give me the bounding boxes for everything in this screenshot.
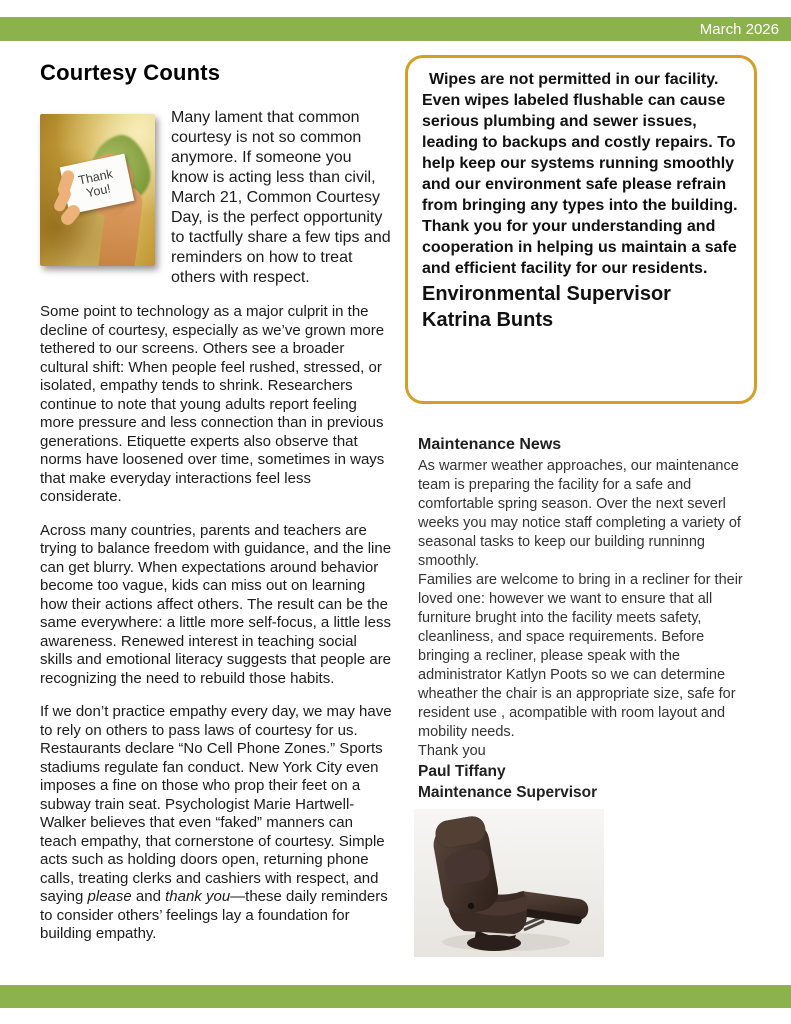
courtesy-paragraph-2: Some point to technology as a major culprit in the decline of courtesy, especially as we’ve grown more tethered to our screens. Others see a broader cultural shift: When people feel rushed, stressed, or isolated, empathy tends to shrink. Researchers continue to note that young adults report feeling more pressure and less connection than in previous generations. Etiquette experts also observe that norms have loosened over time, sometimes in ways that make everyday interactions feel less considerate. xyxy=(40,303,385,505)
notice-signature-name: Katrina Bunts xyxy=(422,309,554,331)
header-bar xyxy=(0,17,791,41)
notice-body: Wipes are not permitted in our facility. Even wipes labeled flushable can cause serious plumbing and sewer issues, leading to backups and costly repairs. To help keep our systems running smoothly and our environment safe please refrain from bringing any types into the building. Thank you for your understanding and cooperation in helping us maintain a safe and efficient facility for our residents. xyxy=(422,71,738,277)
thank-you-card-text: Thank You! xyxy=(77,166,114,201)
thank-you-photo xyxy=(40,114,155,266)
maintenance-title: Maintenance News xyxy=(418,436,562,453)
paragraph-segment: —these daily reminders to consider others’ feelings lay a foundation for building empathy. xyxy=(40,888,388,942)
intro-row xyxy=(40,108,392,288)
wipes-notice-box xyxy=(405,55,757,404)
paragraph-segment-italic: please xyxy=(87,888,132,905)
maintenance-signature-role: Maintenance Supervisor xyxy=(418,784,598,801)
courtesy-paragraph-4 xyxy=(40,703,392,944)
maintenance-signature-name: Paul Tiffany xyxy=(418,763,506,780)
maintenance-article xyxy=(405,436,757,957)
right-column xyxy=(405,55,757,957)
maintenance-closing: Thank you xyxy=(418,743,486,759)
maintenance-signature xyxy=(418,761,757,803)
footer-bar xyxy=(0,985,791,1008)
maintenance-paragraph-1: As warmer weather approaches, our maintenance team is preparing the facility for a safe and comfortable spring season. Over the next severl weeks you may notice staff completing a variety of seasonal tasks to keep our building runninng smoothly. xyxy=(418,458,741,569)
paragraph-segment: and xyxy=(131,888,166,905)
notice-signature-role: Environmental Supervisor xyxy=(422,283,671,305)
courtesy-paragraph-3: Across many countries, parents and teachers are trying to balance freedom with guidance, and the line can get blurry. When expectations around behavior become too vague, kids can miss out on learning how their actions affect others. The result can be the same everywhere: a little more self-focus, a little less awareness. Renewed interest in teaching social skills and emotional literacy suggests that people are recognizing the need to rebuild those habits. xyxy=(40,521,392,687)
recliner-illustration xyxy=(414,809,604,957)
notice-signature xyxy=(422,281,740,333)
maintenance-paragraph-2: Families are welcome to bring in a recliner for their loved one: however we want to ensure that all furniture brught into the facility meets safety, cleanliness, and space requirements. Before bringing a recliner, please speak with the administrator Katlyn Poots so we can determine wheather the chair is an appropriate size, safe for resident use , acompatible with room layout and mobility needs. xyxy=(418,572,743,740)
article-title: Courtesy Counts xyxy=(40,60,221,85)
recliner-photo xyxy=(414,809,604,957)
header-date: March 2026 xyxy=(699,20,779,38)
paragraph-segment: If we don’t practice empathy every day, we may have to rely on others to pass laws of courtesy for us. Restaurants declare “No Cell Phone Zones.” Sports stadiums regulate fan conduct. New York City even imposes a fine on those who prop their feet on a subway train seat. Psychologist Marie Hartwell-Walker believes that even “faked” manners can teach empathy, that cornerstone of courtesy. Simple acts such as holding doors open, returning phone calls, treating clerks and cashiers with respect, and saying xyxy=(40,703,392,905)
courtesy-paragraph-1: Many lament that common courtesy is not so common anymore. If someone you know is acting less than civil, March 21, Common Courtesy Day, is the perfect opportunity to tactfully share a few tips and reminders on how to treat others with respect. xyxy=(171,109,391,286)
courtesy-article xyxy=(40,60,392,944)
paragraph-segment-italic: thank you xyxy=(165,888,231,905)
